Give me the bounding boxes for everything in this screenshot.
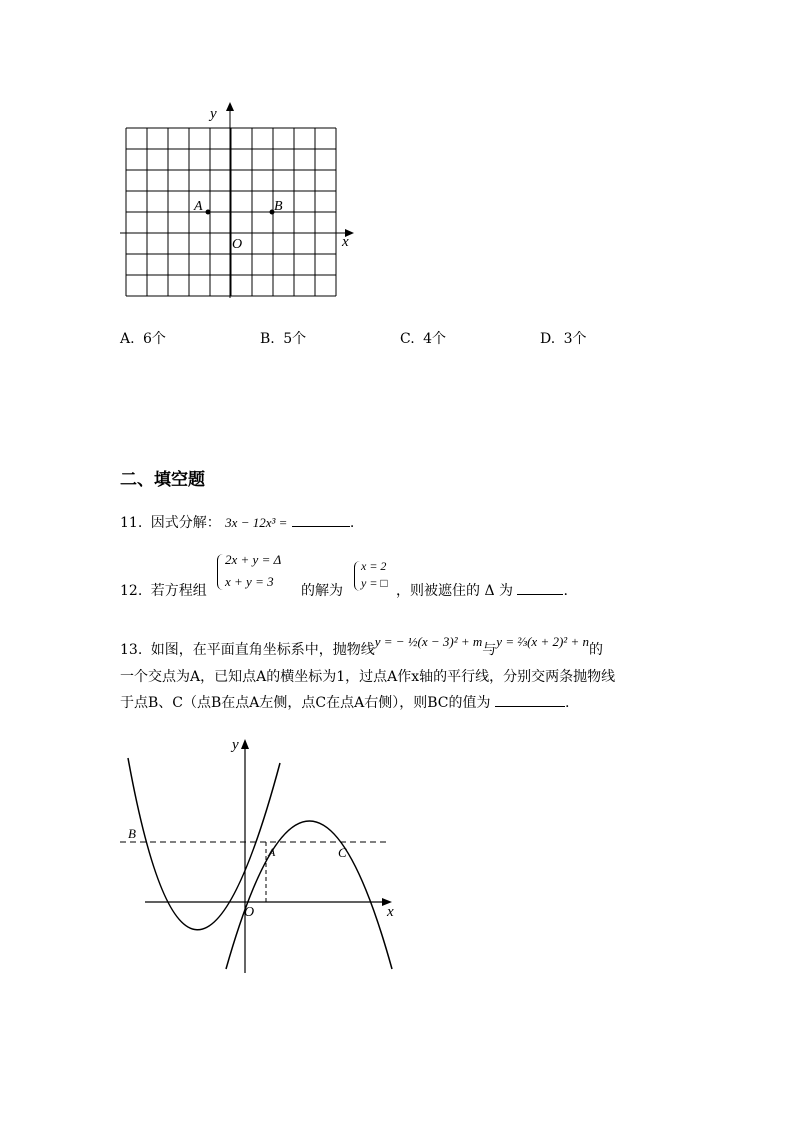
x-axis-label: x (342, 234, 349, 250)
point-a-label: A (194, 199, 203, 214)
q12-system-line1: 2x + y = Δ (225, 552, 282, 567)
point-b-label: B (274, 199, 283, 214)
choice-letter: A. (120, 331, 135, 347)
y-axis-arrow (226, 102, 234, 111)
q12-suffix (396, 580, 568, 600)
q13-line1-prefix: 如图，在平面直角坐标系中，抛物线 (150, 642, 375, 658)
choice-text: 3个 (563, 331, 587, 347)
period: . (563, 583, 568, 599)
origin-label: O (244, 905, 255, 920)
question-11 (120, 512, 354, 532)
q12-middle-text: 的解为 (301, 583, 343, 599)
parabola-downward (226, 821, 392, 969)
q13-line3-text: 于点B、C（点B在点A左侧，点C在点A右侧），则BC的值为 (120, 695, 491, 711)
question-13-line2: 一个交点为A，已知点A的横坐标为1，过点A作x轴的平行线，分别交两条抛物线 (120, 669, 616, 685)
question-12-label (120, 580, 207, 600)
period: . (349, 515, 355, 531)
question-prompt: 若方程组 (150, 583, 207, 599)
choice-d[interactable] (540, 328, 587, 348)
question-number: 11. (120, 515, 143, 531)
q13-formula2: y = ⅔(x + 2)² + n (496, 634, 589, 649)
q11-expression: 3x − 12x³ = (225, 515, 288, 530)
q12-system-brace (217, 554, 223, 590)
question-13-line3 (120, 692, 569, 712)
q12-solution-line1: x = 2 (361, 559, 387, 573)
question-number: 12. (120, 583, 143, 599)
choice-text: 5个 (283, 331, 307, 347)
point-a-label: A (268, 845, 276, 859)
choice-b[interactable] (260, 328, 306, 348)
q13-formula1: y = − ½(x − 3)² + m (374, 634, 483, 649)
q13-line1-suffix: 的 (588, 642, 603, 658)
y-axis-label: y (210, 106, 217, 122)
q13-between: 与 (482, 642, 497, 658)
choice-text: 6个 (143, 331, 166, 347)
point-a (206, 210, 211, 215)
choice-letter: B. (260, 331, 275, 347)
question-13-line1 (120, 634, 603, 659)
answer-blank[interactable] (292, 514, 350, 527)
q12-system-line2: x + y = 3 (225, 574, 274, 589)
grid-lines (126, 128, 336, 296)
grid-figure (110, 98, 370, 303)
choice-c[interactable] (400, 328, 446, 348)
q12-solution-brace (354, 561, 360, 591)
point-b-label: B (128, 826, 136, 841)
parabola-figure (110, 733, 410, 978)
answer-blank[interactable] (495, 694, 565, 707)
q12-suffix-text: ，则被遮住的 Δ 为 (396, 583, 514, 599)
point-c-label: C (338, 845, 347, 860)
section-title: 二、填空题 (120, 470, 205, 490)
question-number: 13. (120, 642, 143, 658)
y-axis-label: y (232, 737, 239, 753)
question-prompt: 因式分解： (150, 515, 221, 531)
choice-text: 4个 (423, 331, 447, 347)
q12-solution-line2: y = □ (361, 576, 388, 590)
choice-letter: C. (400, 331, 415, 347)
x-axis-label: x (387, 904, 394, 920)
choice-letter: D. (540, 331, 556, 347)
y-axis-arrow (241, 739, 249, 749)
period: . (564, 695, 570, 711)
origin-label: O (232, 237, 243, 252)
choice-a[interactable] (120, 328, 166, 348)
parabola-upward (128, 758, 280, 930)
answer-blank[interactable] (517, 582, 563, 595)
